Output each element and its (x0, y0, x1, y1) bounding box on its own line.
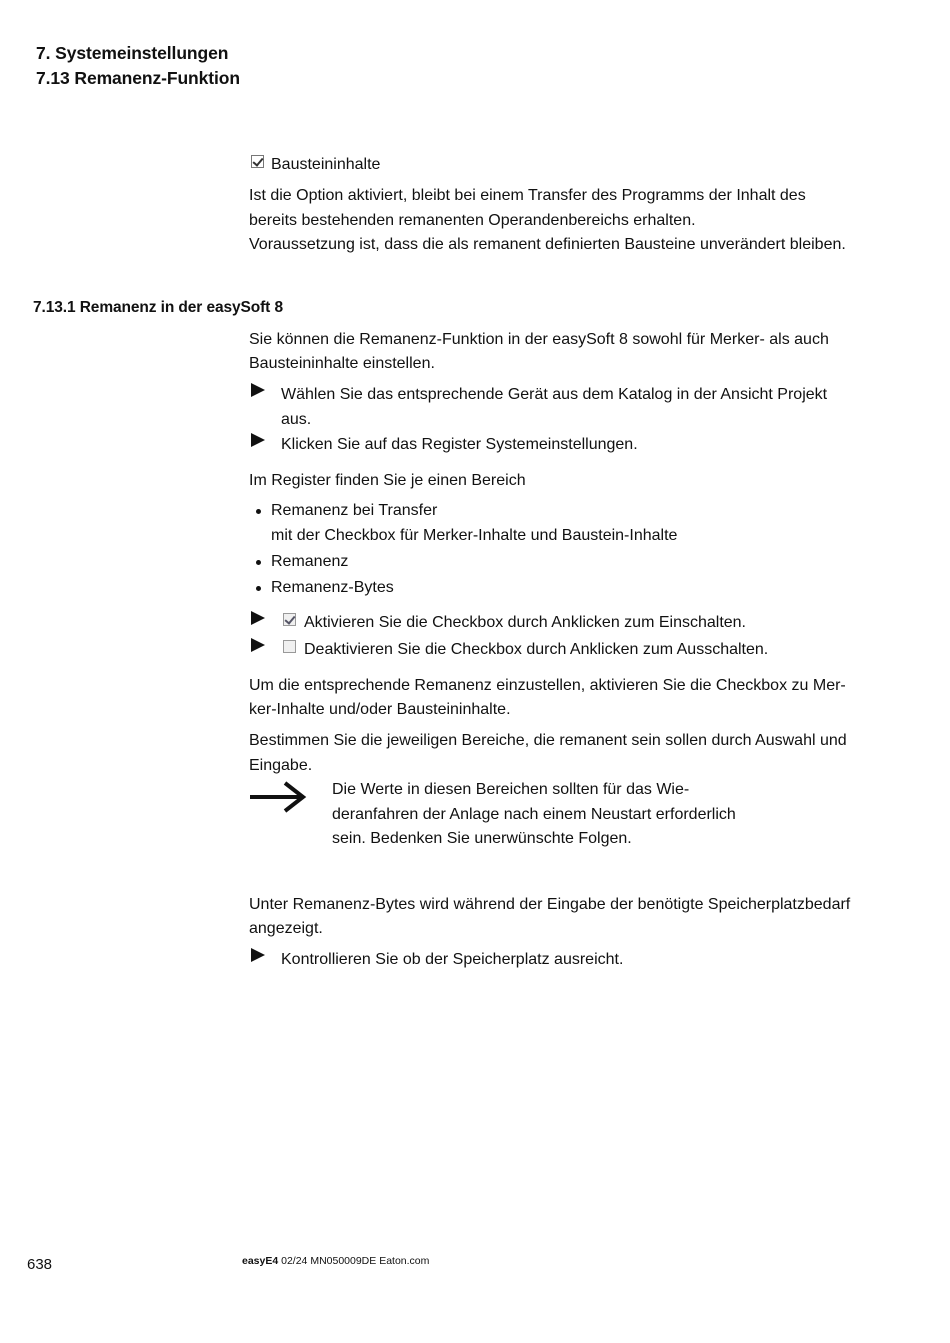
paragraph-line: Um die entsprechende Remanenz einzustellen, aktivieren Sie die Checkbox zu Mer- (249, 677, 846, 694)
paragraph-line: angezeigt. (249, 920, 323, 937)
step-arrow-icon (251, 433, 265, 447)
note-text: deranfahren der Anlage nach einem Neustart erforderlich (332, 806, 736, 823)
subsection-heading: 7.13.1 Remanenz in der easySoft 8 (33, 299, 283, 316)
step-text: Wählen Sie das entsprechende Gerät aus dem Katalog in der Ansicht Projekt (281, 386, 828, 403)
step-arrow-icon (251, 948, 265, 962)
bullet-icon (256, 560, 261, 565)
step-text: Kontrollieren Sie ob der Speicherplatz ausreicht. (281, 951, 624, 968)
checkbox-unchecked-icon (283, 640, 296, 653)
list-item: Remanenz bei Transfer (271, 502, 438, 519)
step-text: Deaktivieren Sie die Checkbox durch Anklicken zum Ausschalten. (304, 641, 769, 658)
step-arrow-icon (251, 611, 265, 625)
section-heading: 7.13 Remanenz-Funktion (36, 68, 240, 88)
checkbox-checked-icon (283, 613, 296, 626)
step-text: Aktivieren Sie die Checkbox durch Anklicken zum Einschalten. (304, 614, 746, 631)
note-text: sein. Bedenken Sie unerwünschte Folgen. (332, 830, 632, 847)
checkbox-checked-icon (251, 155, 264, 168)
page-number: 638 (27, 1256, 53, 1273)
footer-info (242, 1255, 429, 1267)
intro-text-line: bereits bestehenden remanenten Operandenbereichs erhalten. (249, 212, 696, 229)
intro-text-line: Ist die Option aktiviert, bleibt bei einem Transfer des Programms der Inhalt des (249, 187, 806, 204)
step-text: aus. (281, 411, 312, 428)
step-arrow-icon (251, 383, 265, 397)
intro-text-line: Voraussetzung ist, dass die als remanent definierten Bausteine unverändert bleiben. (249, 236, 846, 253)
footer-product: easyE4 (242, 1255, 279, 1267)
bullet-icon (256, 509, 261, 514)
checkbox-label-bausteininhalte: Bausteininhalte (271, 156, 381, 173)
step-arrow-icon (251, 638, 265, 652)
paragraph-line: Im Register finden Sie je einen Bereich (249, 472, 526, 489)
paragraph-line: Eingabe. (249, 757, 313, 774)
chapter-heading: 7. Systemeinstellungen (36, 43, 229, 63)
paragraph-line: Bausteininhalte einstellen. (249, 355, 435, 372)
note-arrow-icon (249, 780, 307, 814)
list-item: Remanenz-Bytes (271, 579, 394, 596)
paragraph-line: Sie können die Remanenz-Funktion in der easySoft 8 sowohl für Merker- als auch (249, 331, 829, 348)
step-text: Klicken Sie auf das Register Systemeinstellungen. (281, 436, 638, 453)
list-item: Remanenz (271, 553, 349, 570)
paragraph-line: ker-Inhalte und/oder Bausteininhalte. (249, 701, 511, 718)
note-text: Die Werte in diesen Bereichen sollten für das Wie- (332, 781, 690, 798)
footer-doc-info: 02/24 MN050009DE Eaton.com (281, 1255, 430, 1267)
bullet-icon (256, 586, 261, 591)
list-item-continuation: mit der Checkbox für Merker-Inhalte und Baustein-Inhalte (271, 527, 678, 544)
paragraph-line: Bestimmen Sie die jeweiligen Bereiche, die remanent sein sollen durch Auswahl und (249, 732, 847, 749)
paragraph-line: Unter Remanenz-Bytes wird während der Eingabe der benötigte Speicherplatzbedarf (249, 896, 851, 913)
